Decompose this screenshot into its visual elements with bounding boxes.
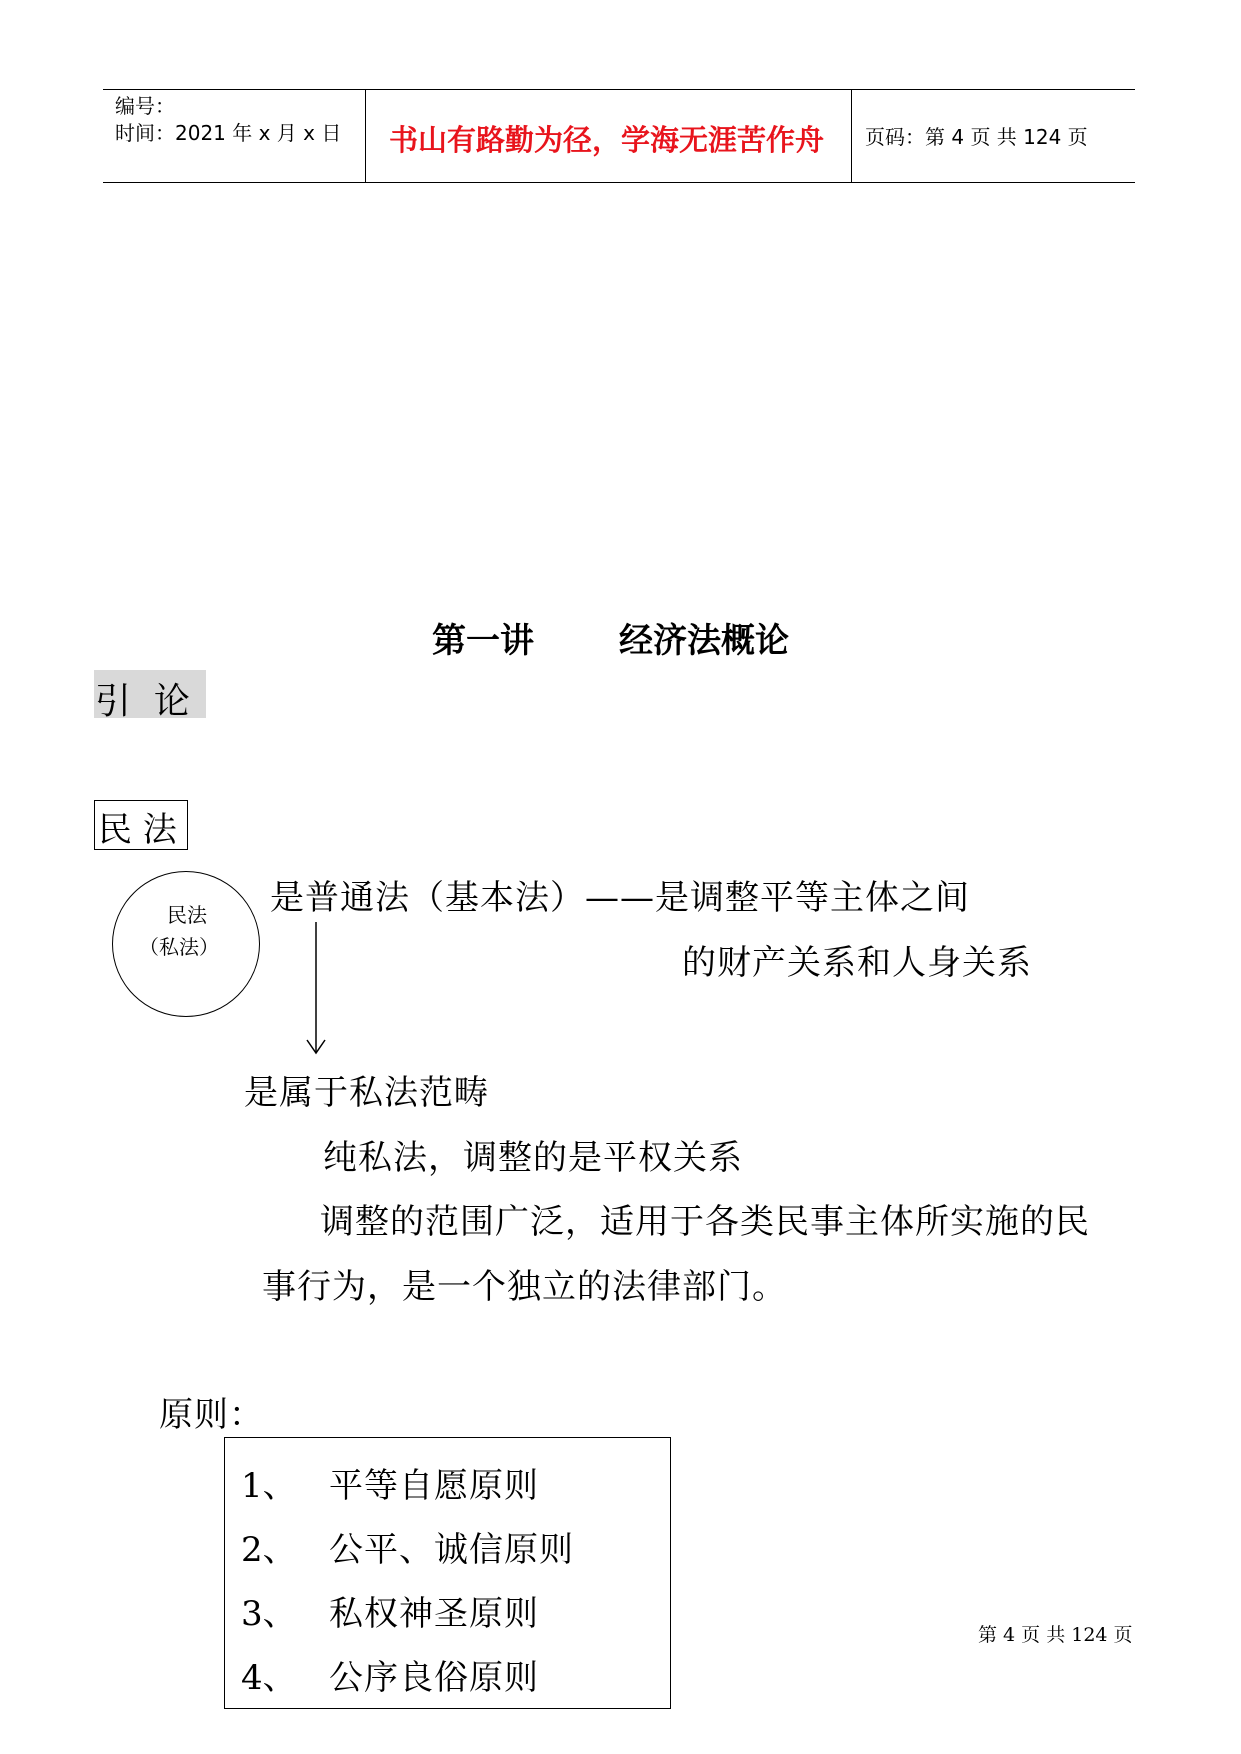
header-number-label: 编号：	[115, 94, 175, 118]
civil-law-circle	[112, 871, 260, 1017]
term-civil-law: 民 法	[98, 810, 177, 850]
page-footer: 第 4 页 共 124 页	[978, 1624, 1133, 1646]
principle-3-number: 3、	[241, 1594, 297, 1634]
header-bottom-rule	[103, 182, 1135, 183]
circle-label-line2: （私法）	[139, 935, 219, 959]
paragraph-scope-line-2: 事行为，是一个独立的法律部门。	[262, 1267, 787, 1307]
principle-3-text: 私权神圣原则	[329, 1594, 539, 1634]
header-divider-left	[365, 90, 366, 182]
principle-4-text: 公序良俗原则	[329, 1658, 539, 1698]
principle-2-number: 2、	[241, 1530, 297, 1570]
section-intro-heading: 引 论	[95, 681, 190, 722]
lecture-title-topic: 经济法概论	[619, 621, 789, 661]
principle-4-number: 4、	[241, 1658, 297, 1698]
paragraph-pure-private-law: 纯私法，调整的是平权关系	[323, 1138, 743, 1178]
principle-1-number: 1、	[241, 1466, 297, 1506]
principle-2-text: 公平、诚信原则	[329, 1530, 574, 1570]
belongs-private-law: 是属于私法范畴	[244, 1073, 489, 1113]
header-page-info: 页码：第 4 页 共 124 页	[865, 125, 1088, 149]
lecture-title-number: 第一讲	[432, 621, 534, 661]
paragraph-scope-line-1: 调整的范围广泛，适用于各类民事主体所实施的民	[320, 1202, 1090, 1242]
down-arrow-icon	[306, 922, 326, 1056]
header-divider-right	[851, 90, 852, 182]
header-top-rule	[103, 89, 1135, 90]
header-motto: 书山有路勤为径，学海无涯苦作舟	[389, 123, 825, 157]
principles-label: 原则：	[159, 1395, 264, 1435]
principle-1-text: 平等自愿原则	[329, 1466, 539, 1506]
circle-label-line1: 民法	[167, 903, 207, 927]
definition-line-1: 是普通法（基本法）——是调整平等主体之间	[270, 878, 970, 918]
definition-line-2: 的财产关系和人身关系	[682, 943, 1032, 983]
principles-box	[224, 1437, 671, 1709]
header-time-label: 时间：2021 年 x 月 x 日	[115, 121, 342, 145]
